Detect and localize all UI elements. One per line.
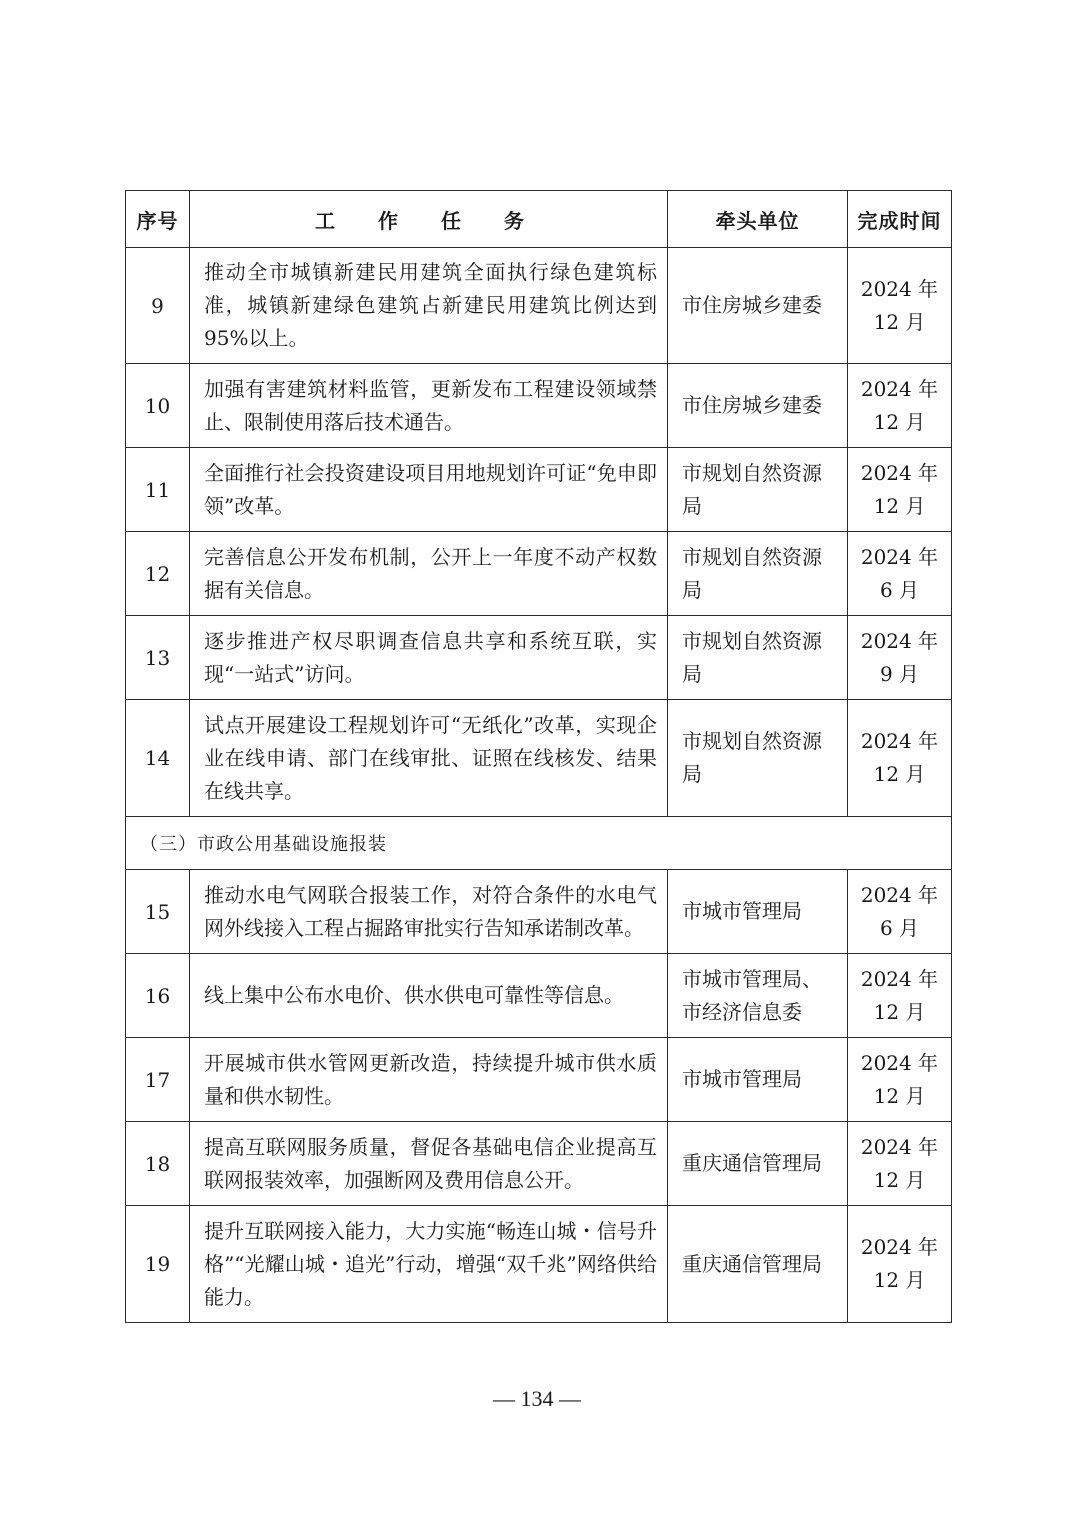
table-row bbox=[126, 248, 952, 364]
page-number: — 134 — bbox=[493, 1386, 581, 1411]
row-time-year: 2024 年 bbox=[860, 1235, 939, 1259]
row-time-month: 9 月 bbox=[879, 661, 920, 686]
row-no: 11 bbox=[126, 448, 190, 532]
row-task: 提升互联网接入能力，大力实施“畅连山城・信号升格”“光耀山城・追光”行动，增强“双千兆”网络供给能力。 bbox=[190, 1206, 668, 1323]
row-no: 13 bbox=[126, 616, 190, 700]
row-time bbox=[848, 532, 952, 616]
table-row bbox=[126, 1038, 952, 1122]
row-unit: 市城市管理局 bbox=[668, 870, 848, 954]
section-row bbox=[126, 817, 952, 870]
row-time-month: 12 月 bbox=[873, 1083, 926, 1108]
row-time bbox=[848, 448, 952, 532]
row-no: 15 bbox=[126, 870, 190, 954]
row-time bbox=[848, 1122, 952, 1206]
table-row bbox=[126, 364, 952, 448]
task-table bbox=[125, 190, 952, 1323]
row-time-year: 2024 年 bbox=[860, 276, 939, 301]
row-unit: 重庆通信管理局 bbox=[668, 1206, 848, 1323]
row-time bbox=[848, 248, 952, 364]
row-unit: 市规划自然资源局 bbox=[668, 532, 848, 616]
row-unit: 市住房城乡建委 bbox=[668, 248, 848, 364]
header-row bbox=[126, 191, 952, 248]
row-unit: 市城市管理局 bbox=[668, 1038, 848, 1122]
row-task: 全面推行社会投资建设项目用地规划许可证“免申即领”改革。 bbox=[190, 448, 668, 532]
row-unit: 市规划自然资源局 bbox=[668, 448, 848, 532]
row-time-year: 2024 年 bbox=[860, 544, 939, 569]
row-time bbox=[848, 870, 952, 954]
row-time bbox=[848, 954, 952, 1038]
row-task: 试点开展建设工程规划许可“无纸化”改革，实现企业在线申请、部门在线审批、证照在线核发、结果在线共享。 bbox=[190, 700, 668, 817]
table-row bbox=[126, 616, 952, 700]
row-task: 推动全市城镇新建民用建筑全面执行绿色建筑标准，城镇新建绿色建筑占新建民用建筑比例达到95%以上。 bbox=[190, 248, 668, 364]
table-row bbox=[126, 954, 952, 1038]
row-time bbox=[848, 364, 952, 448]
row-no: 9 bbox=[126, 248, 190, 364]
row-time-year: 2024 年 bbox=[860, 376, 939, 401]
header-unit: 牵头单位 bbox=[668, 191, 848, 248]
row-unit: 市住房城乡建委 bbox=[668, 364, 848, 448]
row-time-year: 2024 年 bbox=[860, 966, 939, 991]
header-task: 工 作 任 务 bbox=[190, 191, 668, 248]
row-time-month: 12 月 bbox=[873, 999, 926, 1024]
row-time-month: 12 月 bbox=[873, 409, 926, 434]
row-time-month: 12 月 bbox=[873, 762, 926, 786]
row-time-month: 12 月 bbox=[873, 1268, 926, 1292]
table-row bbox=[126, 1122, 952, 1206]
row-time-year: 2024 年 bbox=[860, 729, 939, 753]
row-no: 10 bbox=[126, 364, 190, 448]
row-time bbox=[848, 700, 952, 817]
row-task: 完善信息公开发布机制，公开上一年度不动产权数据有关信息。 bbox=[190, 532, 668, 616]
row-no: 16 bbox=[126, 954, 190, 1038]
row-task: 线上集中公布水电价、供水供电可靠性等信息。 bbox=[190, 954, 668, 1038]
row-no: 18 bbox=[126, 1122, 190, 1206]
row-time-year: 2024 年 bbox=[860, 1134, 939, 1159]
header-time: 完成时间 bbox=[848, 191, 952, 248]
row-time-month: 12 月 bbox=[873, 1167, 926, 1192]
row-time bbox=[848, 1206, 952, 1323]
row-no: 19 bbox=[126, 1206, 190, 1323]
header-no: 序号 bbox=[126, 191, 190, 248]
row-time-month: 6 月 bbox=[879, 577, 920, 602]
section-title: （三）市政公用基础设施报装 bbox=[126, 817, 952, 870]
row-task: 加强有害建筑材料监管，更新发布工程建设领域禁止、限制使用落后技术通告。 bbox=[190, 364, 668, 448]
row-task: 推动水电气网联合报装工作，对符合条件的水电气网外线接入工程占掘路审批实行告知承诺制改革。 bbox=[190, 870, 668, 954]
row-unit: 市规划自然资源局 bbox=[668, 700, 848, 817]
row-unit: 重庆通信管理局 bbox=[668, 1122, 848, 1206]
row-time-month: 12 月 bbox=[873, 493, 926, 518]
row-unit: 市规划自然资源局 bbox=[668, 616, 848, 700]
row-no: 14 bbox=[126, 700, 190, 817]
row-time bbox=[848, 616, 952, 700]
table-row bbox=[126, 700, 952, 817]
table-row bbox=[126, 1206, 952, 1323]
row-time-month: 12 月 bbox=[873, 309, 926, 334]
table-row bbox=[126, 870, 952, 954]
row-task: 提高互联网服务质量，督促各基础电信企业提高互联网报装效率，加强断网及费用信息公开。 bbox=[190, 1122, 668, 1206]
table-row bbox=[126, 532, 952, 616]
row-no: 12 bbox=[126, 532, 190, 616]
row-time-month: 6 月 bbox=[879, 915, 920, 940]
row-time-year: 2024 年 bbox=[860, 882, 939, 907]
row-task: 逐步推进产权尽职调查信息共享和系统互联，实现“一站式”访问。 bbox=[190, 616, 668, 700]
row-time-year: 2024 年 bbox=[860, 628, 939, 653]
row-task: 开展城市供水管网更新改造，持续提升城市供水质量和供水韧性。 bbox=[190, 1038, 668, 1122]
row-unit: 市城市管理局、市经济信息委 bbox=[668, 954, 848, 1038]
row-no: 17 bbox=[126, 1038, 190, 1122]
row-time bbox=[848, 1038, 952, 1122]
row-time-year: 2024 年 bbox=[860, 1050, 939, 1075]
row-time-year: 2024 年 bbox=[860, 460, 939, 485]
table-row bbox=[126, 448, 952, 532]
